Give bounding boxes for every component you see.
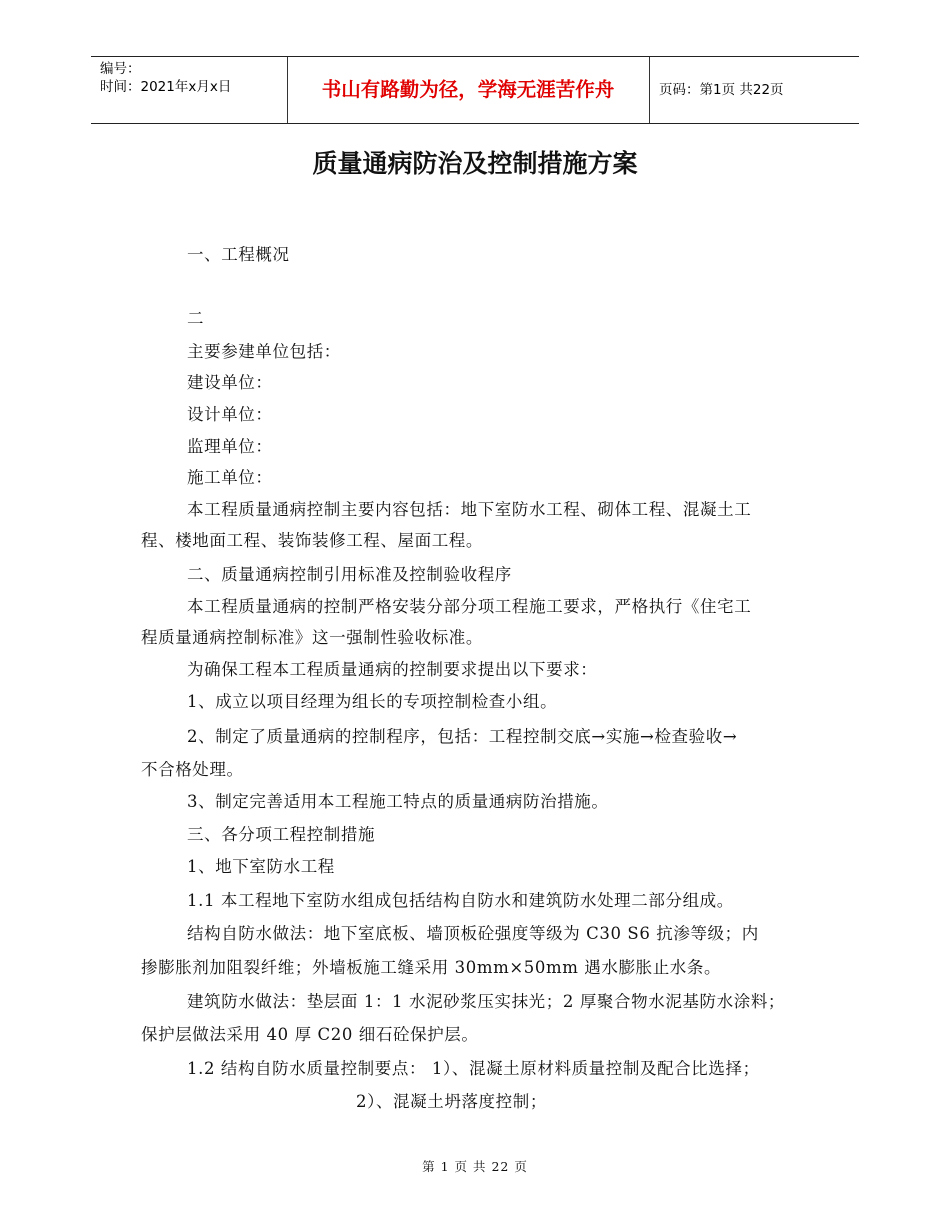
paragraph-line: 主要参建单位包括： [187,342,341,361]
paragraph-line: 1.1 本工程地下室防水组成包括结构自防水和建筑防水处理二部分组成。 [187,891,734,910]
paragraph-line: 保护层做法采用 40 厚 C20 细石砼保护层。 [141,1025,479,1044]
paragraph-line: 掺膨胀剂加阻裂纤维；外墙板施工缝采用 30mm×50mm 遇水膨胀止水条。 [141,958,722,977]
paragraph-line: 建筑防水做法：垫层面 1：1 水泥砂浆压实抹光；2 厚聚合物水泥基防水涂料； [187,992,786,1011]
page-footer: 第 1 页 共 22 页 [422,1159,528,1174]
paragraph-line: 本工程质量通病控制主要内容包括：地下室防水工程、砌体工程、混凝土工 [187,500,752,519]
section-heading: 二、质量通病控制引用标准及控制验收程序 [187,565,512,584]
section-heading: 三、各分项工程控制措施 [187,825,376,844]
document-title: 质量通病防治及控制措施方案 [312,149,638,178]
header-page-info: 页码：第1页 共22页 [659,82,784,98]
header-divider [649,57,650,123]
list-item: 1、成立以项目经理为组长的专项控制检查小组。 [187,692,558,711]
paragraph-line: 建设单位： [187,373,273,392]
header-meta [100,60,231,96]
paragraph-line: 监理单位： [187,437,273,456]
subsection-heading: 1、地下室防水工程 [187,857,335,876]
paragraph-line: 结构自防水做法：地下室底板、墙顶板砼强度等级为 C30 S6 抗渗等级；内 [187,924,759,943]
section-heading: 二 [187,309,205,328]
paragraph-line: 为确保工程本工程质量通病的控制要求提出以下要求： [187,660,598,679]
date-label: 时间：2021年x月x日 [100,79,232,95]
paragraph-line: 1.2 结构自防水质量控制要点： 1）、混凝土原材料质量控制及配合比选择； [187,1059,760,1078]
paragraph-line: 施工单位： [187,468,273,487]
section-heading: 一、工程概况 [187,245,290,264]
document-header [91,56,859,124]
list-item: 3、制定完善适用本工程施工特点的质量通病防治措施。 [187,792,609,811]
number-label: 编号： [100,61,141,77]
paragraph-line: 本工程质量通病的控制严格安装分部分项工程施工要求，严格执行《住宅工 [187,597,752,616]
paragraph-line: 程质量通病控制标准》这一强制性验收标准。 [141,628,483,647]
paragraph-line: 2）、混凝土坍落度控制； [356,1092,547,1111]
paragraph-line: 设计单位： [187,405,273,424]
header-motto: 书山有路勤为径，学海无涯苦作舟 [321,78,615,101]
paragraph-line: 程、楼地面工程、装饰装修工程、屋面工程。 [141,531,483,550]
paragraph-line: 不合格处理。 [141,760,244,779]
list-item: 2、制定了质量通病的控制程序，包括：工程控制交底→实施→检查验收→ [187,727,738,746]
